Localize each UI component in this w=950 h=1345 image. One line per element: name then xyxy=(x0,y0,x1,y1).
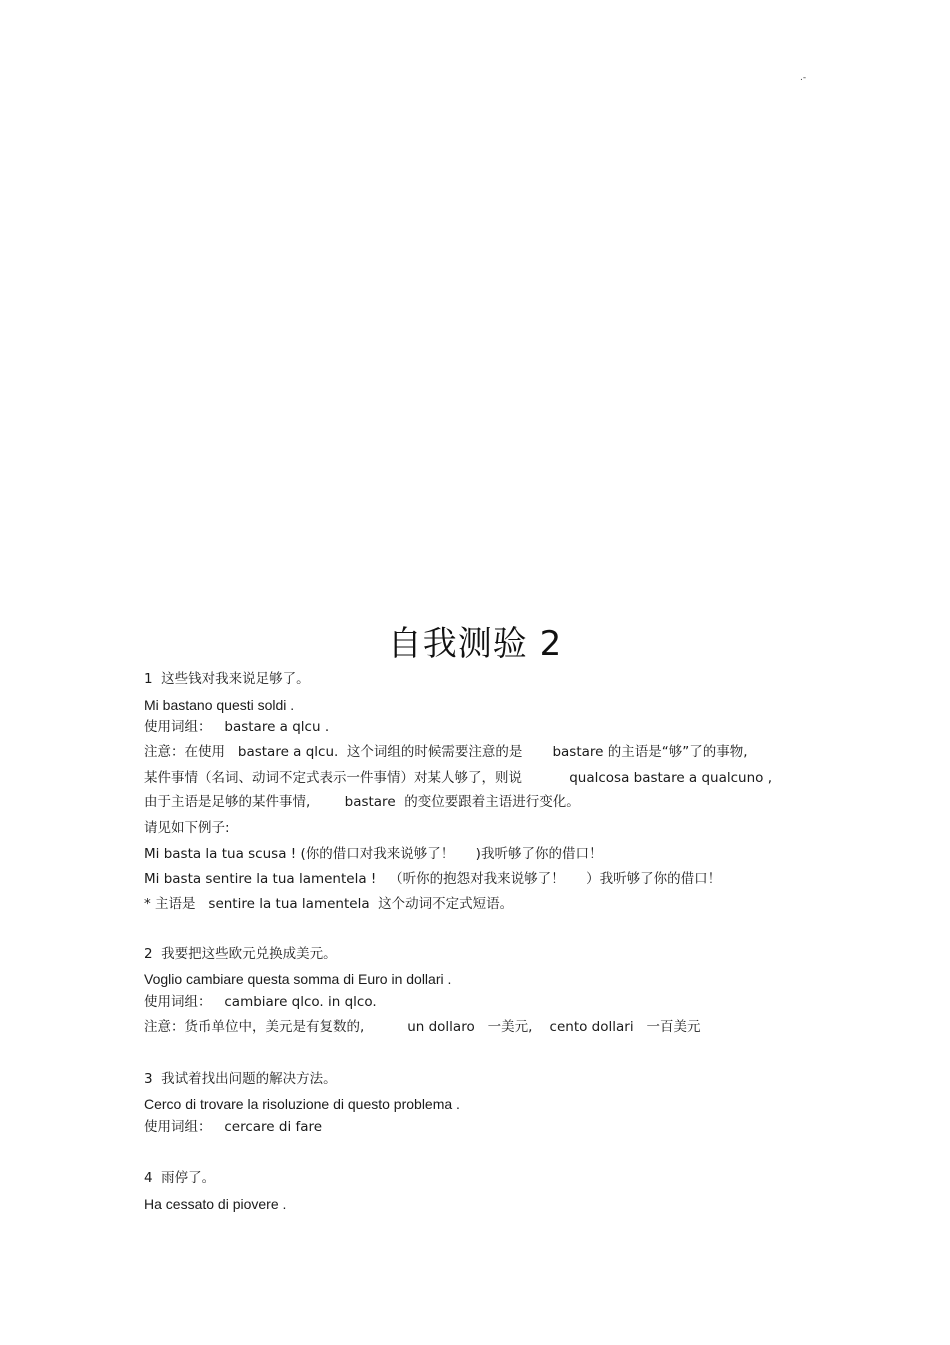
item-1-example-1: Mi basta la tua scusa ! (你的借口对我来说够了！ )我听够了你的借口！ xyxy=(144,846,603,862)
item-1-footnote: * 主语是 sentire la tua lamentela 这个动词不定式短语。 xyxy=(144,896,514,912)
item-3-heading: 3 我试着找出问题的解决方法。 xyxy=(144,1071,337,1087)
corner-mark: .- xyxy=(800,73,807,83)
item-4-italian: Ha cessato di piovere . xyxy=(144,1196,287,1212)
item-3-italian: Cerco di trovare la risoluzione di questo problema . xyxy=(144,1096,460,1112)
item-2-heading: 2 我要把这些欧元兑换成美元。 xyxy=(144,946,337,962)
item-4-heading: 4 雨停了。 xyxy=(144,1170,216,1186)
item-1-note-line-1: 注意：在使用 bastare a qlcu. 这个词组的时候需要注意的是 bastare 的主语是“够”了的事物, xyxy=(144,744,748,760)
item-1-phrase: 使用词组： bastare a qlcu . xyxy=(144,719,330,735)
item-2-italian: Voglio cambiare questa somma di Euro in dollari . xyxy=(144,971,452,987)
item-1-examples-label: 请见如下例子: xyxy=(144,820,230,836)
item-1-example-2: Mi basta sentire la tua lamentela ! （听你的抱怨对我来说够了！ ）我听够了你的借口！ xyxy=(144,871,722,887)
item-1-heading: 1 这些钱对我来说足够了。 xyxy=(144,671,310,687)
item-2-phrase: 使用词组： cambiare qlco. in qlco. xyxy=(144,994,377,1010)
item-2-note: 注意：货币单位中，美元是有复数的, un dollaro 一美元, cento dollari 一百美元 xyxy=(144,1019,701,1035)
page-title: 自我测验 2 xyxy=(387,624,563,664)
item-1-italian: Mi bastano questi soldi . xyxy=(144,697,295,713)
item-3-phrase: 使用词组： cercare di fare xyxy=(144,1119,323,1135)
item-1-note-line-3: 由于主语是足够的某件事情, bastare 的变位要跟着主语进行变化。 xyxy=(144,794,580,810)
item-1-note-line-2: 某件事情（名词、动词不定式表示一件事情）对某人够了，则说 qualcosa bastare a qualcuno , xyxy=(144,770,773,786)
